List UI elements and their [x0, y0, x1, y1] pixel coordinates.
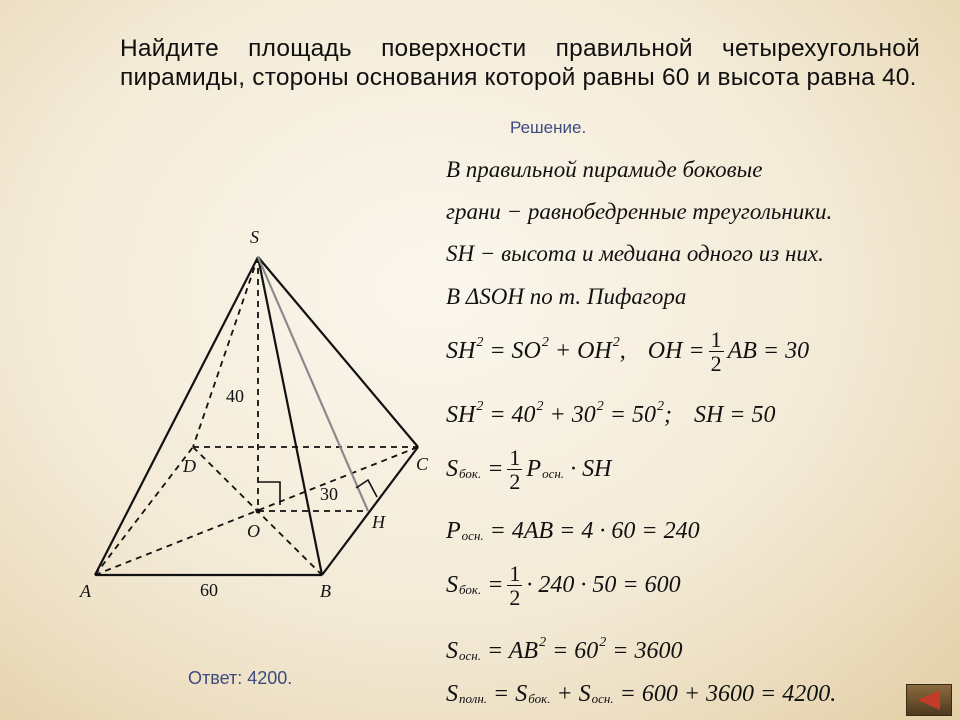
equation-lateral-area: S $_{бок.}$ = $\frac{1}{2}$ · 240 · 50 = 600 [446, 561, 681, 610]
vertex-label-s: S [250, 227, 259, 247]
equation-base-perimeter: P $_{осн.}$ = 4AB = 4 · 60 = 240 [446, 518, 700, 544]
vertex-label-c: C [416, 454, 429, 474]
vertex-label-d: D [183, 456, 196, 476]
equation-sh-value: SH 2 = 40 2 + 30 2 = 50 2 ; SH = 50 [446, 398, 776, 428]
point-label-h: H [372, 512, 385, 532]
equation-lateral-formula: S $_{бок.}$ = $\frac{1}{2}$ P $_{осн.}$ · SH [446, 445, 612, 494]
answer-text: Ответ: 4200. [188, 668, 293, 688]
solution-line-2: грани − равнобедренные треугольники. [446, 199, 833, 224]
height-value: 40 [226, 386, 244, 406]
point-label-o: O [247, 521, 260, 541]
solution-line-4: В ΔSOH по т. Пифагора [446, 284, 687, 309]
solution-line-1: В правильной пирамиде боковые [446, 157, 763, 182]
solution-line-3: SH − высота и медиана одного из них. [446, 241, 824, 266]
problem-statement: Найдите площадь поверхности правильной четырехугольной пирамиды, стороны основания которой равны 60 и высота равна 40. [120, 35, 920, 91]
equation-base-area: S $_{осн.}$ = AB 2 = 60 2 = 3600 [446, 634, 683, 664]
solution-label: Решение. [510, 118, 587, 137]
vertex-label-b: B [320, 581, 331, 601]
equation-total-area: S $_{полн.}$ = S $_{бок.}$ + S $_{осн.}$ = 600 + 3600 = 4200. [446, 681, 837, 707]
half-side-value: 30 [320, 484, 338, 504]
back-arrow-icon [918, 690, 940, 710]
vertex-label-a: A [80, 581, 91, 601]
back-button[interactable] [906, 684, 952, 716]
equation-pythagoras: SH 2 = SO 2 + OH 2 , OH = $\frac{1}{2}$ AB = 30 [446, 327, 810, 376]
side-value: 60 [200, 580, 218, 600]
